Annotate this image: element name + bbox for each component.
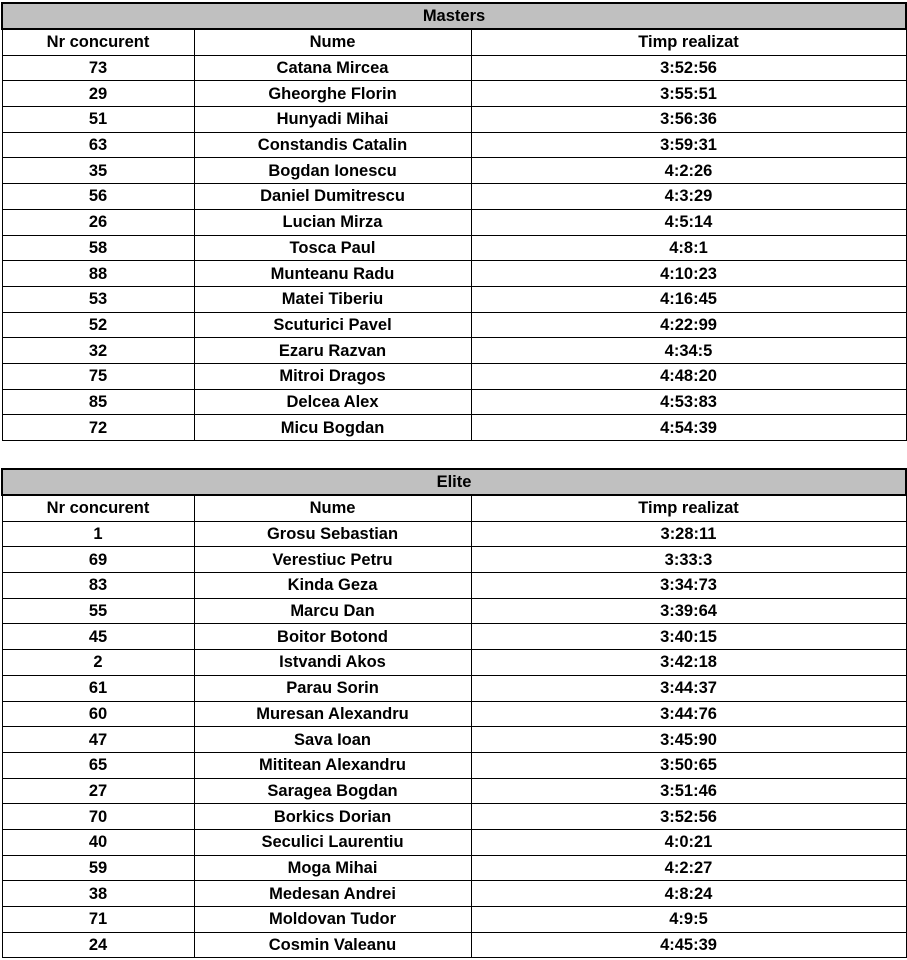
table-row: [2, 132, 906, 158]
cell-name: Lucian Mirza: [194, 209, 471, 235]
table-row: [2, 675, 906, 701]
cell-number: 69: [2, 547, 194, 573]
cell-name: Cosmin Valeanu: [194, 932, 471, 958]
cell-number: 73: [2, 55, 194, 81]
cell-time: 3:56:36: [471, 107, 906, 133]
cell-time: 3:44:37: [471, 675, 906, 701]
table-header-row: [2, 29, 906, 55]
cell-time: 3:42:18: [471, 650, 906, 676]
cell-number: 56: [2, 184, 194, 210]
column-header-name: Nume: [194, 495, 471, 521]
cell-time: 3:52:56: [471, 804, 906, 830]
cell-name: Verestiuc Petru: [194, 547, 471, 573]
table-row: [2, 286, 906, 312]
cell-name: Boitor Botond: [194, 624, 471, 650]
table-row: [2, 521, 906, 547]
cell-number: 83: [2, 573, 194, 599]
cell-name: Istvandi Akos: [194, 650, 471, 676]
table-row: [2, 650, 906, 676]
cell-number: 75: [2, 363, 194, 389]
cell-name: Grosu Sebastian: [194, 521, 471, 547]
cell-number: 59: [2, 855, 194, 881]
cell-time: 4:54:39: [471, 415, 906, 441]
cell-time: 4:5:14: [471, 209, 906, 235]
cell-number: 24: [2, 932, 194, 958]
cell-name: Catana Mircea: [194, 55, 471, 81]
cell-time: 4:9:5: [471, 907, 906, 933]
cell-time: 3:51:46: [471, 778, 906, 804]
table-row: [2, 778, 906, 804]
table-row: [2, 363, 906, 389]
cell-name: Muresan Alexandru: [194, 701, 471, 727]
table-row: [2, 261, 906, 287]
column-header-time: Timp realizat: [471, 29, 906, 55]
cell-time: 4:10:23: [471, 261, 906, 287]
cell-time: 4:2:27: [471, 855, 906, 881]
table-row: [2, 804, 906, 830]
cell-name: Constandis Catalin: [194, 132, 471, 158]
table-body: [2, 521, 906, 958]
cell-time: 4:16:45: [471, 286, 906, 312]
cell-name: Daniel Dumitrescu: [194, 184, 471, 210]
cell-number: 32: [2, 338, 194, 364]
cell-number: 52: [2, 312, 194, 338]
cell-number: 26: [2, 209, 194, 235]
cell-time: 3:59:31: [471, 132, 906, 158]
cell-name: Moga Mihai: [194, 855, 471, 881]
table-title-row: [2, 469, 906, 495]
column-header-name: Nume: [194, 29, 471, 55]
table-row: [2, 235, 906, 261]
cell-name: Tosca Paul: [194, 235, 471, 261]
table-row: [2, 184, 906, 210]
cell-name: Sava Ioan: [194, 727, 471, 753]
cell-time: 4:8:24: [471, 881, 906, 907]
table-row: [2, 932, 906, 958]
column-header-number: Nr concurent: [2, 495, 194, 521]
table-row: [2, 389, 906, 415]
cell-time: 3:34:73: [471, 573, 906, 599]
table-row: [2, 624, 906, 650]
table-row: [2, 881, 906, 907]
cell-name: Delcea Alex: [194, 389, 471, 415]
cell-number: 65: [2, 752, 194, 778]
table-row: [2, 829, 906, 855]
cell-number: 61: [2, 675, 194, 701]
cell-time: 3:39:64: [471, 598, 906, 624]
cell-number: 1: [2, 521, 194, 547]
cell-number: 51: [2, 107, 194, 133]
cell-time: 4:3:29: [471, 184, 906, 210]
cell-number: 35: [2, 158, 194, 184]
cell-number: 29: [2, 81, 194, 107]
cell-time: 4:2:26: [471, 158, 906, 184]
cell-time: 4:53:83: [471, 389, 906, 415]
cell-number: 38: [2, 881, 194, 907]
table-row: [2, 701, 906, 727]
cell-number: 55: [2, 598, 194, 624]
cell-time: 3:45:90: [471, 727, 906, 753]
table-title: Masters: [2, 3, 906, 29]
table-row: [2, 55, 906, 81]
cell-number: 27: [2, 778, 194, 804]
table-row: [2, 209, 906, 235]
cell-number: 58: [2, 235, 194, 261]
cell-name: Micu Bogdan: [194, 415, 471, 441]
cell-number: 71: [2, 907, 194, 933]
cell-number: 63: [2, 132, 194, 158]
cell-number: 72: [2, 415, 194, 441]
table-row: [2, 338, 906, 364]
cell-name: Bogdan Ionescu: [194, 158, 471, 184]
cell-time: 3:33:3: [471, 547, 906, 573]
cell-time: 3:55:51: [471, 81, 906, 107]
table-row: [2, 727, 906, 753]
table-row: [2, 312, 906, 338]
cell-time: 4:8:1: [471, 235, 906, 261]
table-row: [2, 81, 906, 107]
table-header-row: [2, 495, 906, 521]
cell-number: 60: [2, 701, 194, 727]
cell-time: 3:52:56: [471, 55, 906, 81]
column-header-number: Nr concurent: [2, 29, 194, 55]
cell-number: 2: [2, 650, 194, 676]
cell-name: Borkics Dorian: [194, 804, 471, 830]
cell-time: 3:50:65: [471, 752, 906, 778]
cell-number: 85: [2, 389, 194, 415]
cell-time: 3:40:15: [471, 624, 906, 650]
cell-name: Kinda Geza: [194, 573, 471, 599]
cell-time: 3:28:11: [471, 521, 906, 547]
elite-results-table: [1, 468, 907, 958]
table-row: [2, 158, 906, 184]
cell-name: Mitroi Dragos: [194, 363, 471, 389]
cell-name: Scuturici Pavel: [194, 312, 471, 338]
cell-name: Munteanu Radu: [194, 261, 471, 287]
column-header-time: Timp realizat: [471, 495, 906, 521]
cell-name: Gheorghe Florin: [194, 81, 471, 107]
table-row: [2, 855, 906, 881]
cell-number: 70: [2, 804, 194, 830]
cell-time: 3:44:76: [471, 701, 906, 727]
table-row: [2, 547, 906, 573]
cell-time: 4:48:20: [471, 363, 906, 389]
cell-time: 4:22:99: [471, 312, 906, 338]
table-row: [2, 107, 906, 133]
cell-name: Seculici Laurentiu: [194, 829, 471, 855]
cell-number: 40: [2, 829, 194, 855]
table-body: [2, 55, 906, 440]
cell-number: 45: [2, 624, 194, 650]
table-title: Elite: [2, 469, 906, 495]
table-title-row: [2, 3, 906, 29]
cell-name: Matei Tiberiu: [194, 286, 471, 312]
cell-number: 47: [2, 727, 194, 753]
masters-results-table: [1, 2, 907, 441]
cell-time: 4:0:21: [471, 829, 906, 855]
cell-name: Saragea Bogdan: [194, 778, 471, 804]
cell-name: Medesan Andrei: [194, 881, 471, 907]
table-row: [2, 907, 906, 933]
table-row: [2, 752, 906, 778]
table-row: [2, 598, 906, 624]
cell-name: Moldovan Tudor: [194, 907, 471, 933]
cell-name: Hunyadi Mihai: [194, 107, 471, 133]
cell-time: 4:45:39: [471, 932, 906, 958]
table-row: [2, 415, 906, 441]
table-row: [2, 573, 906, 599]
cell-number: 88: [2, 261, 194, 287]
cell-name: Mititean Alexandru: [194, 752, 471, 778]
cell-name: Marcu Dan: [194, 598, 471, 624]
cell-time: 4:34:5: [471, 338, 906, 364]
cell-number: 53: [2, 286, 194, 312]
cell-name: Parau Sorin: [194, 675, 471, 701]
cell-name: Ezaru Razvan: [194, 338, 471, 364]
